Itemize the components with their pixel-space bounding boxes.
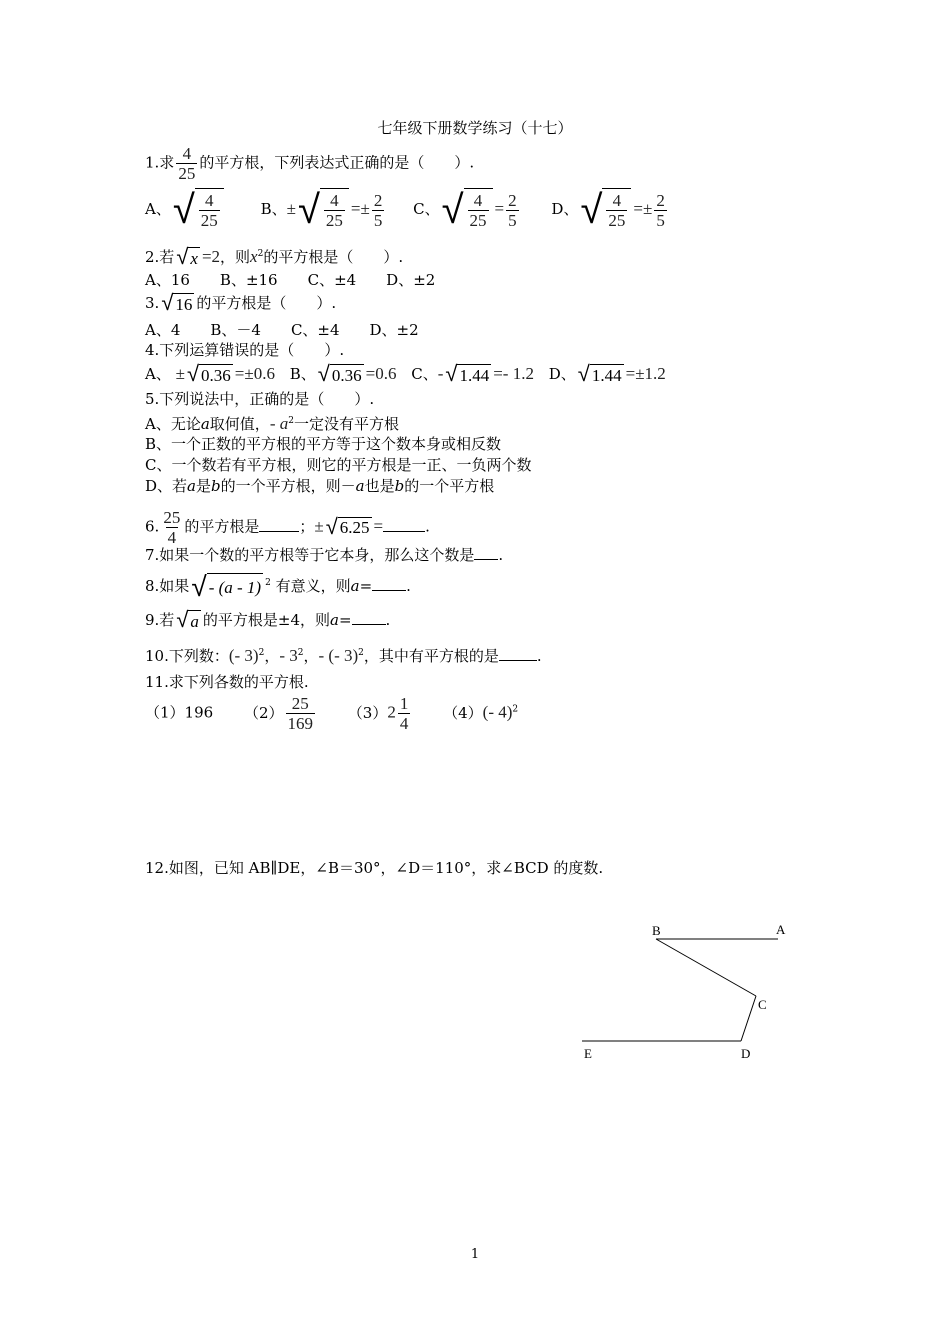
- page-number: 1: [470, 1247, 480, 1262]
- segment-cd: [741, 996, 756, 1041]
- question-10: 10.下列数：(- 3)$^2$，- $3^2$，- (- 3)$^2$，其中有平方根的是 .: [145, 646, 542, 665]
- question-5-option-a: A、无论a取何值，- $a^2$一定没有平方根: [145, 414, 399, 433]
- question-11-stem: 11.求下列各数的平方根.: [145, 673, 309, 691]
- question-5-option-c: C、一个数若有平方根，则它的平方根是一正、一负两个数: [145, 456, 532, 474]
- label-a: A: [776, 922, 786, 937]
- label-b: B: [652, 923, 661, 938]
- label-d: D: [741, 1046, 751, 1061]
- option-c: C、 √ $\frac{4}{25}$ = $\frac{2}{5}$: [413, 187, 517, 233]
- page-title: 七年级下册数学练习（十七）: [377, 119, 573, 137]
- question-2-stem: 2.若 √ x =2，则$x^2$的平方根是（ ）.: [145, 245, 404, 270]
- radical: √ $\frac{4}{25}$: [173, 188, 224, 232]
- option-a: A、 √ $\frac{4}{25}$: [145, 188, 226, 232]
- label-c: C: [758, 997, 767, 1012]
- question-12: 12.如图，已知 AB∥DE，∠B＝30°，∠D＝110°，求∠BCD 的度数.: [145, 859, 604, 877]
- question-3-stem: 3. √ 16 的平方根是（ ）.: [145, 291, 337, 316]
- question-5-stem: 5.下列说法中，正确的是（ ）.: [145, 390, 375, 408]
- fraction: $\frac{4}{25}$: [178, 144, 196, 183]
- option-b: B、± √ $\frac{4}{25}$ =± $\frac{2}{5}$: [260, 187, 383, 233]
- question-2-options: A、16 B、±16 C、±4 D、±2: [145, 271, 436, 289]
- question-7: 7.如果一个数的平方根等于它本身，那么这个数是 .: [145, 546, 504, 564]
- question-1-stem: 1.求 $\frac{4}{25}$ 的平方根，下列表达式正确的是（ ）.: [145, 144, 475, 183]
- question-6: 6. $\frac{25}{4}$ 的平方根是 ；± √ 6.25 = .: [145, 508, 430, 547]
- segment-bc: [656, 939, 756, 996]
- question-5-option-d: D、若a是b的一个平方根，则－a也是b的一个平方根: [145, 477, 495, 495]
- label-e: E: [584, 1046, 592, 1061]
- question-3-options: A、4 B、－4 C、±4 D、±2: [145, 321, 419, 339]
- question-8: 8.如果 √ - (a - 1) $^2$ 有意义，则a= .: [145, 570, 411, 603]
- question-4-options: A、 ± √ 0.36 =±0.6 B、 √ 0.36 =0.6 C、- √ 1.44 =- 1.2 D、 √ 1.44 =±1.2: [145, 362, 666, 387]
- question-11-parts: （1）196 （2） $\frac{25}{169}$ （3）2 $\frac{1}{4}$ （4）(- 4)$^2$: [145, 694, 519, 733]
- question-5-option-b: B、一个正数的平方根的平方等于这个数本身或相反数: [145, 435, 502, 453]
- option-d: D、 √ $\frac{4}{25}$ =± $\frac{2}{5}$: [551, 187, 665, 233]
- question-4-stem: 4.下列运算错误的是（ ）.: [145, 341, 345, 359]
- question-9: 9.若 √ a 的平方根是±4，则a= .: [145, 608, 391, 633]
